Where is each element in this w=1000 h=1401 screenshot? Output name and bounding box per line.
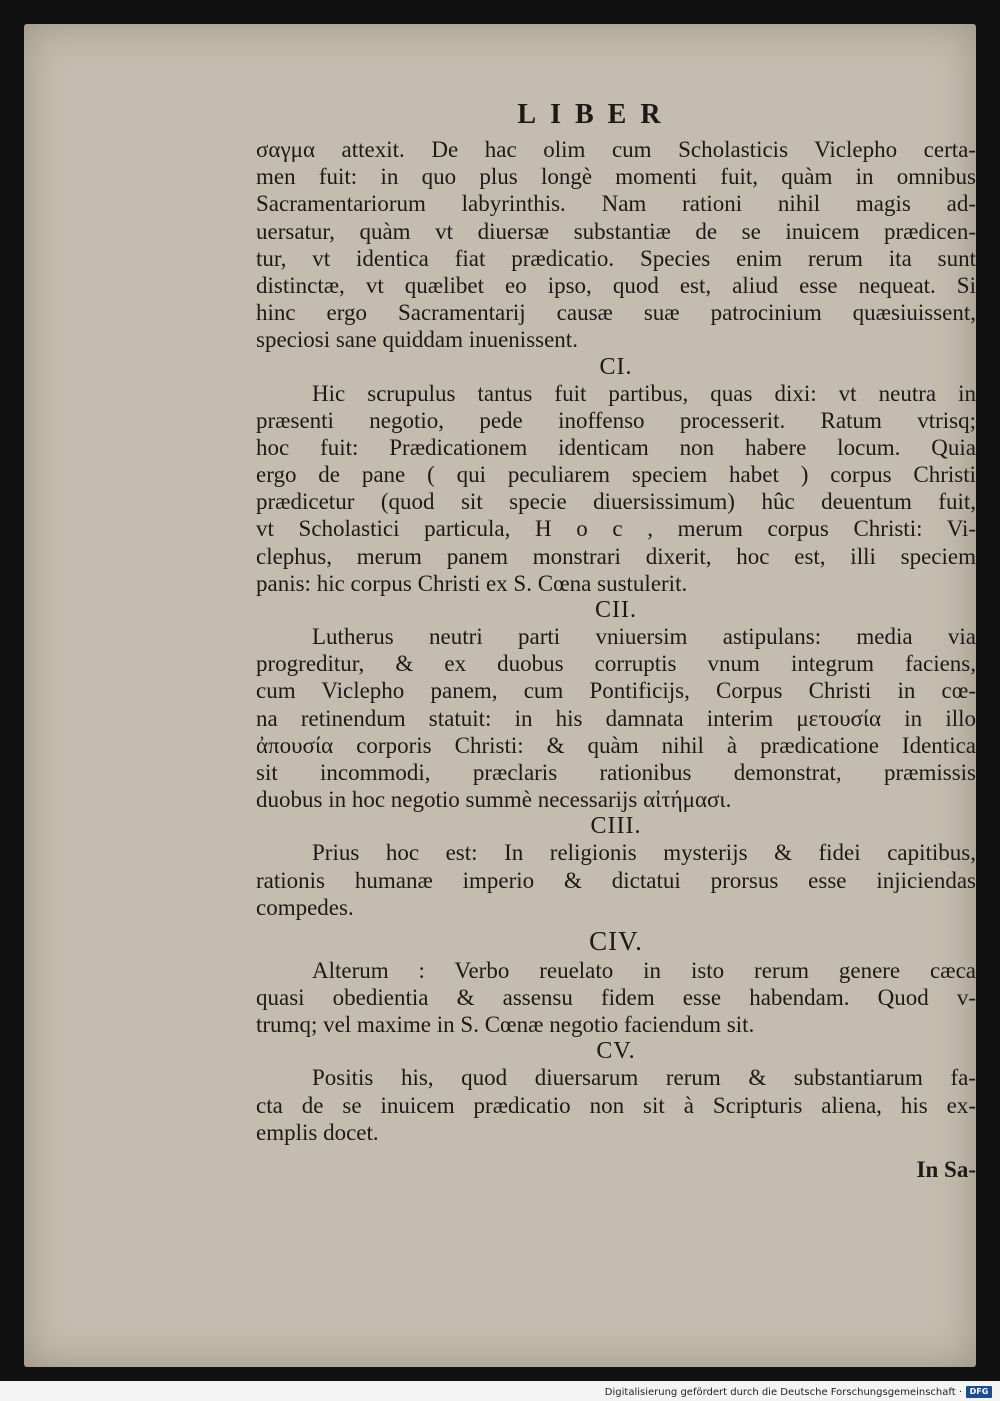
text-line: Alterum : Verbo reuelato in isto rerum genere cæca bbox=[312, 957, 976, 983]
text-line: men fuit: in quo plus longè momenti fuit, quàm in omnibus bbox=[256, 164, 976, 190]
text-line: uersatur, quàm vt diuersæ substantiæ de se inuicem prædicen- bbox=[256, 218, 976, 244]
text-line: na retinendum statuit: in his damnata interim μετουσία in illo bbox=[256, 705, 976, 731]
text-line: rationis humanæ imperio & dictatui prorsus esse injiciendas bbox=[256, 867, 976, 893]
text-line: ἀπουσία corporis Christi: & quàm nihil à prædicatione Identica bbox=[256, 732, 976, 758]
text-line: hoc fuit: Prædicationem identicam non habere locum. Quia bbox=[256, 434, 976, 460]
paragraph-ciii bbox=[256, 839, 976, 921]
paragraph-civ bbox=[256, 957, 976, 1039]
text-line: Sacramentariorum labyrinthis. Nam rationi nihil magis ad- bbox=[256, 191, 976, 217]
text-line: trumq; vel maxime in S. Cœnæ negotio faciendum sit. bbox=[256, 1012, 755, 1038]
section-heading: CI. bbox=[599, 353, 633, 380]
paragraph-cii bbox=[256, 623, 976, 813]
text-line: quasi obedientia & assensu fidem esse habendam. Quod v- bbox=[256, 985, 976, 1011]
text-line: panis: hic corpus Christi ex S. Cœna sustulerit. bbox=[256, 570, 688, 596]
paragraph-ci bbox=[256, 380, 976, 598]
dfg-logo: DFG bbox=[966, 1386, 992, 1398]
text-line: præsenti negotio, pede inoffenso processerit. Ratum vtrisq; bbox=[256, 407, 976, 433]
paragraph-intro bbox=[256, 136, 976, 354]
text-line: compedes. bbox=[256, 894, 354, 920]
section-heading: CII. bbox=[595, 597, 637, 623]
text-line: cta de se inuicem prædicatio non sit à Scripturis aliena, his ex- bbox=[256, 1092, 976, 1118]
text-line: distinctæ, vt quælibet eo ipso, quod est, aliud esse nequeat. Si bbox=[256, 272, 976, 298]
digitization-credit bbox=[605, 1384, 992, 1400]
text-line: cum Viclepho panem, cum Pontificijs, Corpus Christi in cœ- bbox=[256, 678, 976, 704]
text-line: sit incommodi, præclaris rationibus demonstrat, præmissis bbox=[256, 759, 976, 785]
section-heading: CIII. bbox=[590, 813, 642, 840]
text-line: Positis his, quod diuersarum rerum & substantiarum fa- bbox=[312, 1065, 976, 1091]
text-line: vt Scholastici particula, H o c , merum corpus Christi: Vi- bbox=[256, 516, 976, 542]
text-line: Hic scrupulus tantus fuit partibus, quas dixi: vt neutra in bbox=[312, 380, 976, 406]
text-line: speciosi sane quiddam inuenissent. bbox=[256, 327, 578, 353]
text-line: ergo de pane ( qui peculiarem speciem habet ) corpus Christi bbox=[256, 462, 976, 488]
running-header: LIBER bbox=[517, 99, 675, 130]
section-heading: CV. bbox=[596, 1038, 636, 1065]
section-heading: CIV. bbox=[589, 925, 643, 956]
text-line: Lutherus neutri parti vniuersim astipulans: media via bbox=[312, 624, 976, 649]
text-line: tur, vt identica fiat prædicatio. Species enim rerum ita sunt bbox=[256, 245, 976, 271]
book-page bbox=[24, 24, 976, 1367]
text-line: σαγμα attexit. De hac olim cum Scholasticis Viclepho certa- bbox=[256, 137, 976, 162]
text-line: hinc ergo Sacramentarij causæ suæ patrocinium quæsiuissent, bbox=[256, 300, 976, 326]
text-line: Prius hoc est: In religionis mysterijs & fidei capitibus, bbox=[312, 840, 976, 866]
paragraph-cv bbox=[256, 1064, 976, 1146]
text-line: prædicetur (quod sit specie diuersissimum) hûc deuentum fuit, bbox=[256, 489, 976, 515]
text-line: progreditur, & ex duobus corruptis vnum integrum faciens, bbox=[256, 651, 976, 677]
page-text-block bbox=[256, 94, 976, 1183]
text-line: emplis docet. bbox=[256, 1119, 379, 1145]
credit-text: Digitalisierung gefördert durch die Deutsche Forschungsgemeinschaft · bbox=[604, 1386, 962, 1398]
text-line: clephus, merum panem monstrari dixerit, hoc est, illi speciem bbox=[256, 543, 976, 569]
text-line: duobus in hoc negotio summè necessarijs αἰτήμασι. bbox=[256, 787, 732, 813]
catchword: In Sa- bbox=[916, 1157, 976, 1182]
